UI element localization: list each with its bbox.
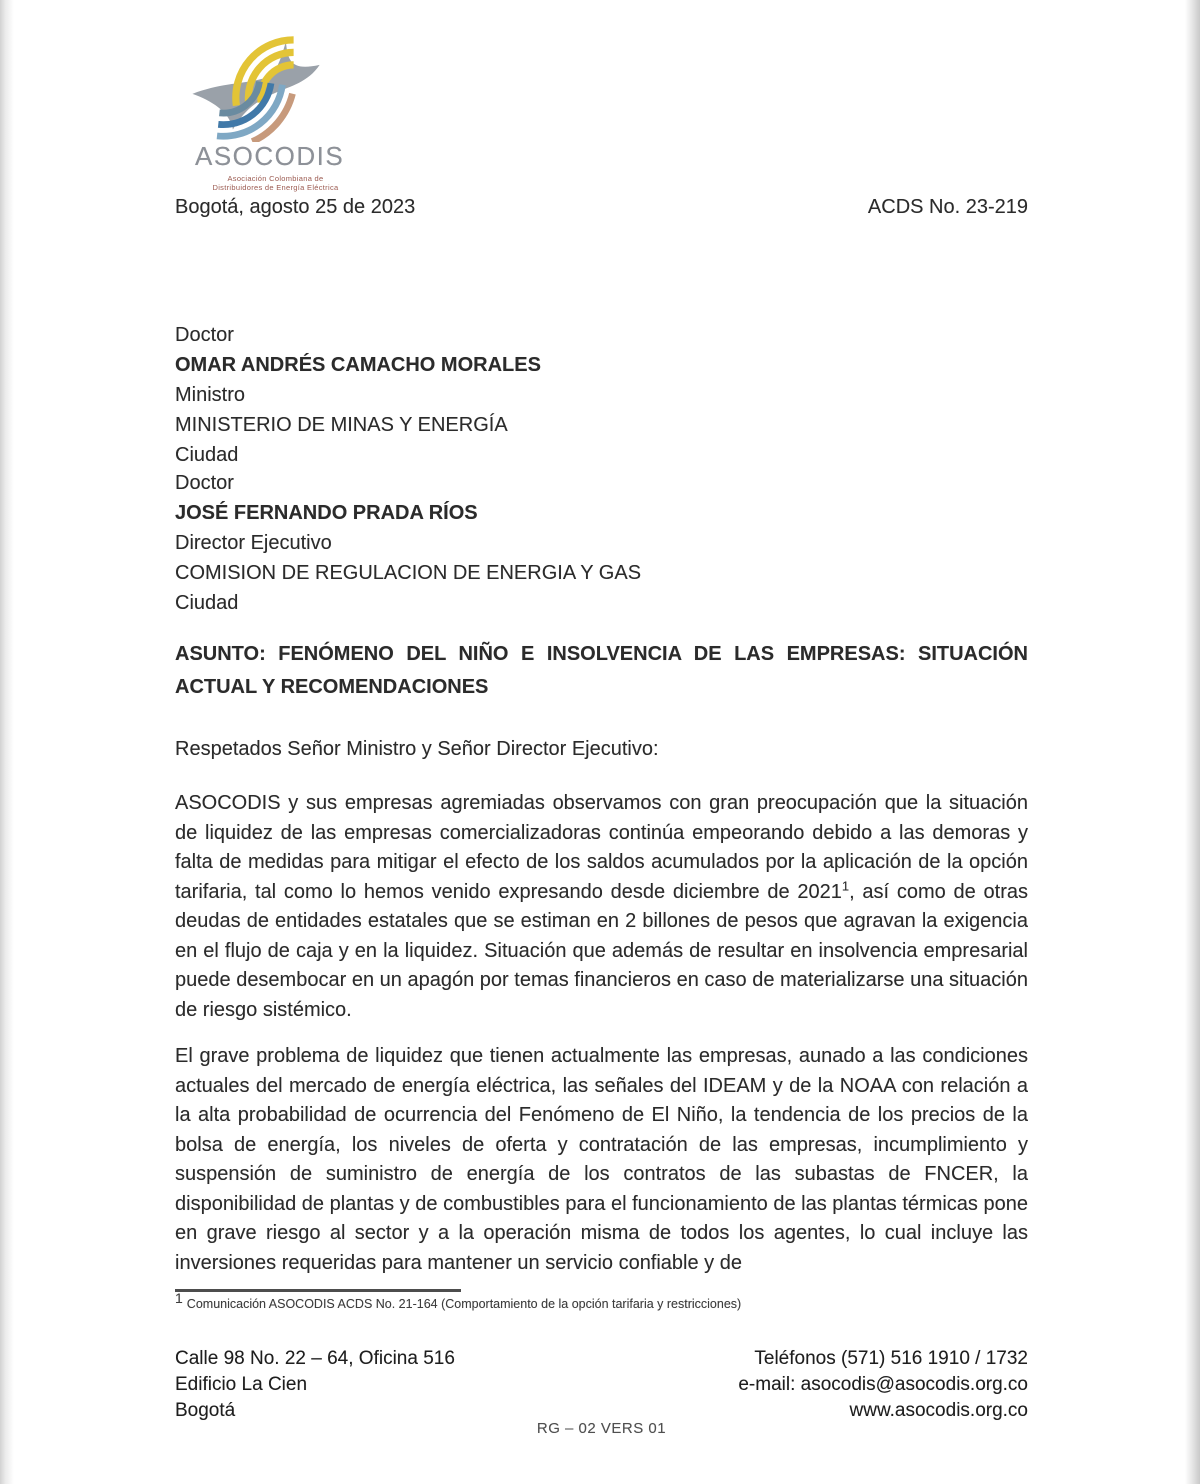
body-paragraph-1 (175, 789, 1028, 1025)
recipient-organization: COMISION DE REGULACION DE ENERGIA Y GAS (175, 562, 642, 584)
logo-subtitle (188, 174, 363, 192)
logo-subtitle-line2: Distribuidores de Energía Eléctrica (212, 183, 339, 192)
footer-website-line: www.asocodis.org.co (849, 1400, 1028, 1421)
page-edge-right (1185, 0, 1200, 1484)
recipient-title: Director Ejecutivo (175, 532, 332, 554)
recipient-city: Ciudad (175, 592, 239, 614)
letter-footer (175, 1346, 1028, 1424)
paragraph-text: ASOCODIS y sus empresas agremiadas observamos con gran preocupación que la situación de liquidez de las empresas comercializadoras continúa empeorando debido a las demoras y falta de medidas para mitigar el efecto de los saldos acumulados por la aplicación de la opción tarifaria, tal como lo hemos venido expresando desde diciembre de 2021 (175, 792, 1028, 903)
footer-address-line: Calle 98 No. 22 – 64, Oficina 516 (175, 1348, 455, 1369)
footnote-text: Comunicación ASOCODIS ACDS No. 21-164 (Comportamiento de la opción tarifaria y restricciones) (186, 1297, 742, 1311)
letter-date: Bogotá, agosto 25 de 2023 (175, 196, 416, 218)
footnote (175, 1289, 1028, 1311)
greeting-line: Respetados Señor Ministro y Señor Director Ejecutivo: (175, 738, 659, 760)
footer-address-block (175, 1346, 455, 1424)
recipient-salutation: Doctor (175, 324, 234, 346)
document-version-code: RG – 02 VERS 01 (536, 1420, 667, 1437)
footnote-marker: 1 (175, 1289, 183, 1306)
asocodis-logo-icon (183, 36, 331, 142)
logo-subtitle-line1: Asociación Colombiana de (227, 174, 324, 183)
footer-address-line: Bogotá (175, 1400, 236, 1421)
recipient-block-director (175, 468, 1028, 618)
footer-address-line: Edificio La Cien (175, 1374, 308, 1395)
footnote-reference-mark: 1 (841, 877, 850, 893)
recipient-block-minister (175, 320, 1028, 470)
logo-wordmark: ASOCODIS (195, 141, 345, 171)
recipient-name: JOSÉ FERNANDO PRADA RÍOS (175, 502, 478, 524)
subject-line: ASUNTO: FENÓMENO DEL NIÑO E INSOLVENCIA DE LAS EMPRESAS: SITUACIÓN ACTUAL Y RECOMENDACIONES (175, 643, 1028, 698)
body-paragraph-2: El grave problema de liquidez que tienen actualmente las empresas, aunado a las condiciones actuales del mercado de energía eléctrica, las señales del IDEAM y de la NOAA con relación a la alta probabilidad de ocurrencia del Fenómeno de El Niño, la tendencia de los precios de la bolsa de energía, los niveles de oferta y contratación de las empresas, incumplimiento y suspensión de suministro de energía de los contratos de las subastas de FNCER, la disponibilidad de plantas y de combustibles para el funcionamiento de las plantas térmicas pone en grave riesgo al sector y a la operación misma de todos los agentes, lo cual incluye las inversiones requeridas para mantener un servicio confiable y de (175, 1045, 1028, 1274)
letter-reference-number: ACDS No. 23-219 (867, 196, 1028, 218)
recipient-salutation: Doctor (175, 472, 234, 494)
footnote-separator-rule (175, 1289, 461, 1292)
footer-contact-block (738, 1346, 1028, 1424)
recipient-organization: MINISTERIO DE MINAS Y ENERGÍA (175, 414, 508, 436)
page-edge-left (0, 0, 14, 1484)
recipient-name: OMAR ANDRÉS CAMACHO MORALES (175, 354, 541, 376)
footer-phone-line: Teléfonos (571) 516 1910 / 1732 (754, 1348, 1028, 1369)
letter-header-row (175, 196, 1028, 219)
paragraph-text: , así como de otras deudas de entidades estatales que se estiman en 2 billones de pesos que agravan la exigencia en el flujo de caja y en la liquidez. Situación que además de resultar en insolvencia empresarial puede desembocar en un apagón por temas financieros en caso de materializarse una situación de riesgo sistémico. (175, 880, 1029, 1021)
footer-email-line: e-mail: asocodis@asocodis.org.co (738, 1374, 1028, 1395)
recipient-city: Ciudad (175, 444, 239, 466)
recipient-title: Ministro (175, 384, 246, 406)
